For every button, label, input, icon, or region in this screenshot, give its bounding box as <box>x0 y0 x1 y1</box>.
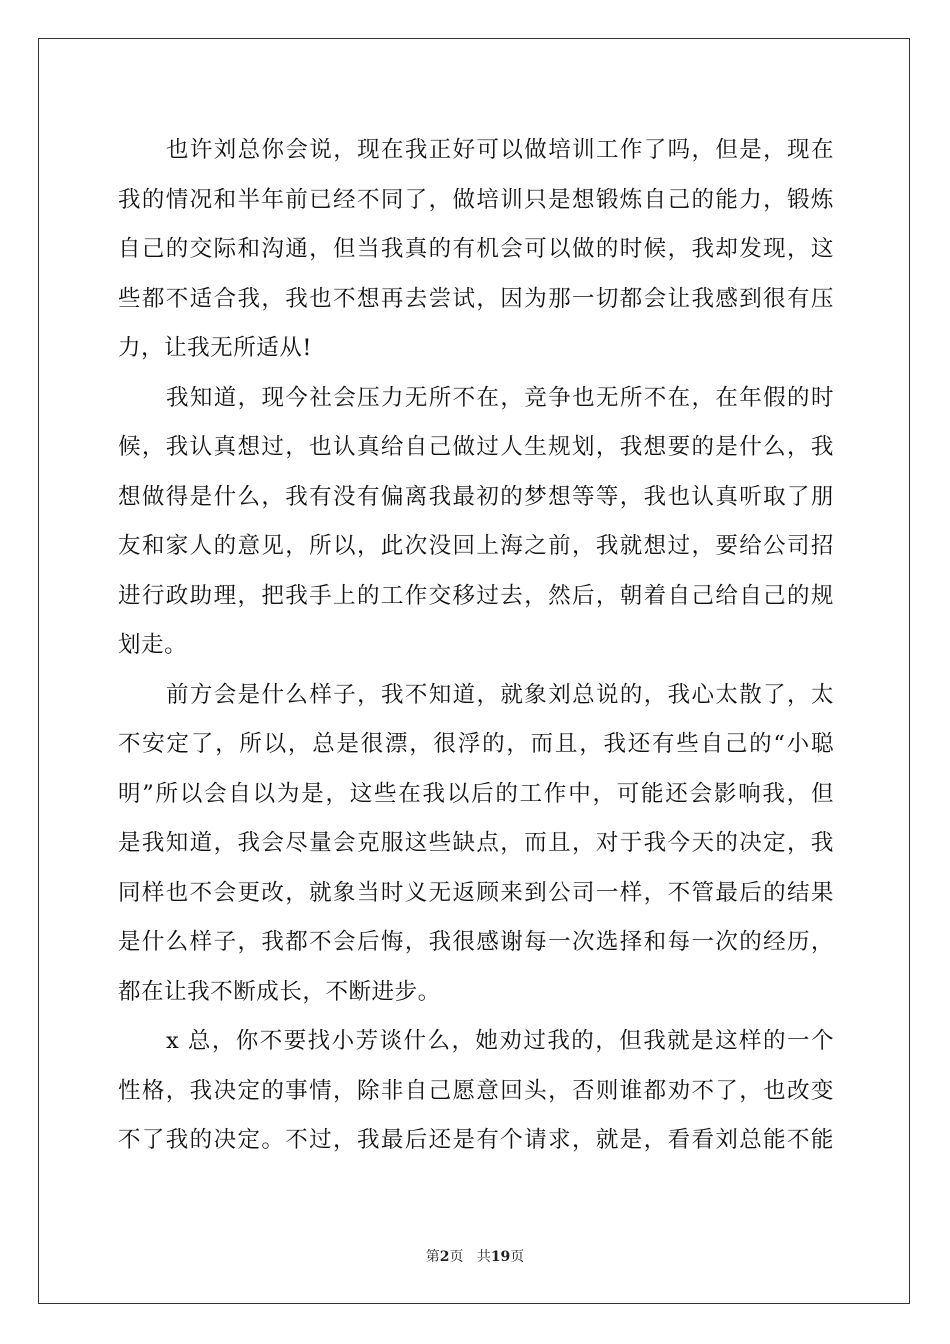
text-line: 友和家人的意见，所以，此次没回上海之前，我就想过，要给公司招 <box>118 533 834 559</box>
text-line: 想做得是什么，我有没有偏离我最初的梦想等等，我也认真听取了朋 <box>118 483 834 510</box>
text-line: 不安定了，所以，总是很漂，很浮的，而且，我还有些自己的“小聪 <box>118 731 834 757</box>
paragraph <box>118 126 834 374</box>
page-suffix: 页 <box>449 1249 464 1265</box>
total-pages: 19 <box>490 1249 511 1265</box>
text-line: 我的情况和半年前已经不同了，做培训只是想锻炼自己的能力，锻炼 <box>118 186 834 213</box>
text-line: 明”所以会自以为是，这些在我以后的工作中，可能还会影响我，但 <box>118 780 834 807</box>
text-line: x 总，你不要找小芳谈什么，她劝过我的，但我就是这样的一个 <box>166 1028 834 1054</box>
total-suffix: 页 <box>510 1249 525 1265</box>
document-body <box>118 126 834 1166</box>
text-line: 候，我认真想过，也认真给自己做过人生规划，我想要的是什么，我 <box>118 434 834 460</box>
total-prefix: 共 <box>476 1249 491 1265</box>
text-line: 也许刘总你会说，现在我正好可以做培训工作了吗，但是，现在 <box>166 137 834 163</box>
text-line: 划走。 <box>118 632 188 658</box>
text-line: 性格，我决定的事情，除非自己愿意回头，否则谁都劝不了，也改变 <box>118 1077 834 1104</box>
paragraph <box>118 671 834 1018</box>
text-line: 是什么样子，我都不会后悔，我很感谢每一次选择和每一次的经历， <box>118 929 834 955</box>
paragraph <box>118 374 834 671</box>
text-line: 进行政助理，把我手上的工作交移过去，然后，朝着自己给自己的规 <box>118 582 834 609</box>
text-line: 是我知道，我会尽量会克服这些缺点，而且，对于我今天的决定，我 <box>118 830 834 856</box>
paragraph <box>118 1017 834 1166</box>
page-number: 2 <box>439 1249 450 1265</box>
text-line: 自己的交际和沟通，但当我真的有机会可以做的时候，我却发现，这 <box>118 236 834 262</box>
page-footer <box>0 1246 950 1266</box>
text-line: 些都不适合我，我也不想再去尝试，因为那一切都会让我感到很有压 <box>118 285 834 312</box>
text-line: 不了我的决定。不过，我最后还是有个请求，就是，看看刘总能不能 <box>118 1127 834 1153</box>
text-line: 都在让我不断成长，不断进步。 <box>118 978 441 1005</box>
text-line: 我知道，现今社会压力无所不在，竞争也无所不在，在年假的时 <box>166 384 834 411</box>
text-line: 前方会是什么样子，我不知道，就象刘总说的，我心太散了，太 <box>166 681 834 708</box>
text-line: 力，让我无所适从! <box>118 335 312 361</box>
text-line: 同样也不会更改，就象当时义无返顾来到公司一样，不管最后的结果 <box>118 879 834 906</box>
page-prefix: 第 <box>425 1249 440 1265</box>
